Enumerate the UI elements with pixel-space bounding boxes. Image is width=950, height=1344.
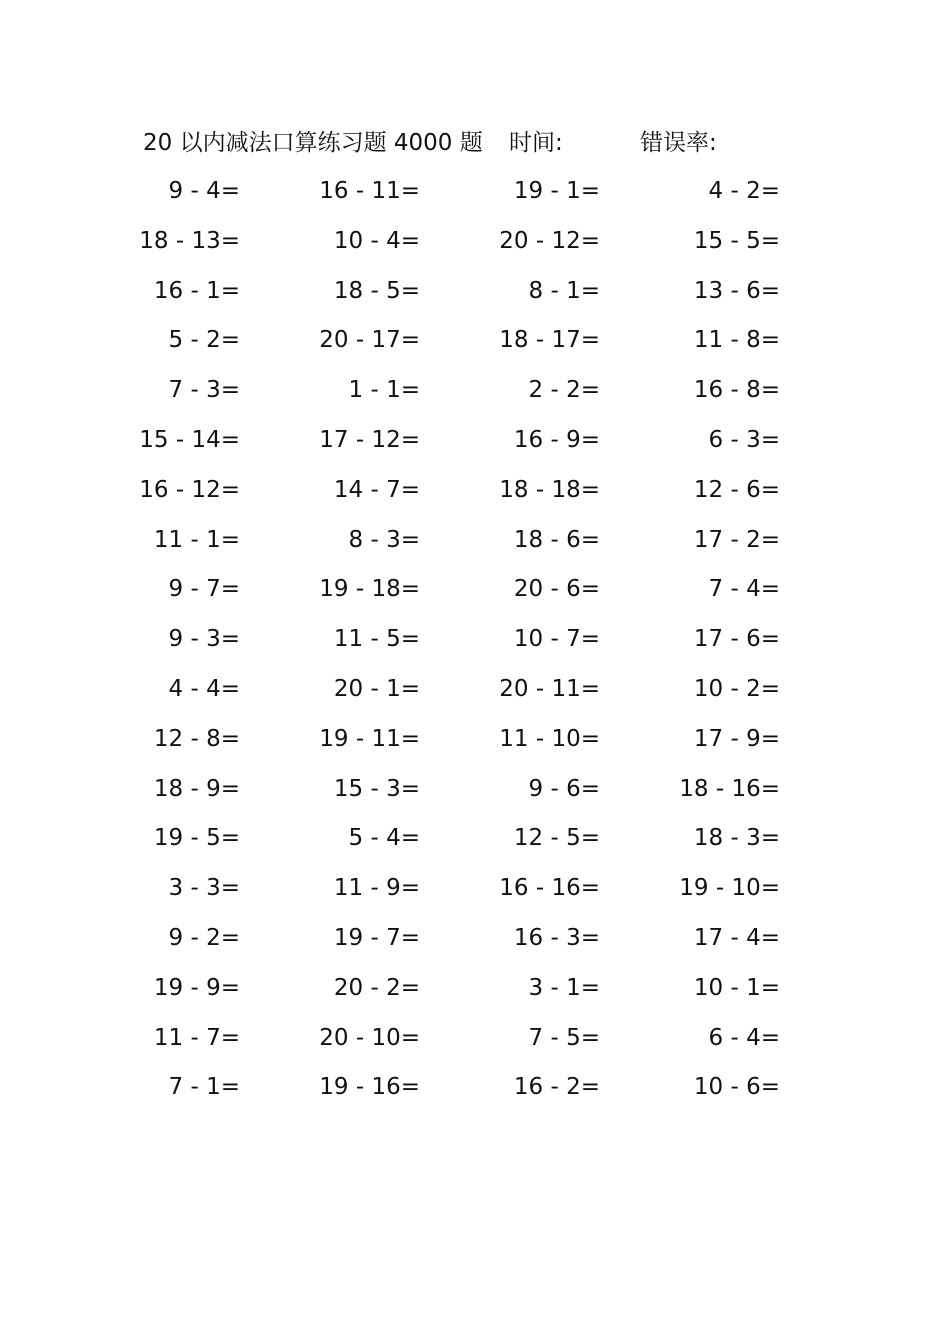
problem-row — [0, 1070, 950, 1120]
problem-row — [0, 473, 950, 523]
subtraction-problem: 9 - 4= — [168, 178, 240, 204]
subtraction-problem: 17 - 9= — [693, 725, 780, 752]
subtraction-problem: 8 - 3= — [348, 526, 420, 553]
worksheet-title: 20 以内减法口算练习题 4000 题 — [143, 130, 483, 156]
subtraction-problem: 15 - 3= — [333, 775, 420, 802]
subtraction-problem: 15 - 14= — [139, 426, 240, 453]
subtraction-problem: 4 - 4= — [168, 675, 240, 702]
subtraction-problem: 19 - 16= — [319, 1074, 420, 1101]
subtraction-problem: 1 - 1= — [348, 377, 420, 404]
subtraction-problem: 18 - 13= — [139, 227, 240, 254]
subtraction-problem: 7 - 1= — [168, 1074, 240, 1101]
problem-row — [0, 1021, 950, 1071]
subtraction-problem: 17 - 4= — [693, 924, 780, 951]
subtraction-problem: 20 - 17= — [319, 327, 420, 354]
subtraction-problem: 18 - 5= — [333, 277, 420, 304]
subtraction-problem: 10 - 6= — [693, 1074, 780, 1101]
subtraction-problem: 5 - 2= — [168, 327, 240, 354]
subtraction-problem: 7 - 5= — [528, 1024, 600, 1051]
subtraction-problem: 9 - 6= — [528, 775, 600, 802]
subtraction-problem: 17 - 2= — [693, 526, 780, 553]
subtraction-problem: 20 - 11= — [499, 675, 600, 702]
subtraction-problem: 18 - 9= — [153, 775, 240, 802]
subtraction-problem: 9 - 2= — [168, 924, 240, 951]
subtraction-problem: 19 - 5= — [153, 825, 240, 852]
subtraction-problem: 3 - 3= — [168, 875, 240, 902]
problem-grid — [0, 174, 950, 1120]
subtraction-problem: 16 - 1= — [153, 277, 240, 304]
subtraction-problem: 20 - 1= — [333, 675, 420, 702]
subtraction-problem: 20 - 2= — [333, 974, 420, 1001]
subtraction-problem: 17 - 12= — [319, 426, 420, 453]
subtraction-problem: 18 - 16= — [679, 775, 780, 802]
problem-row — [0, 572, 950, 622]
subtraction-problem: 13 - 6= — [693, 277, 780, 304]
worksheet-header — [143, 126, 843, 160]
subtraction-problem: 15 - 5= — [693, 227, 780, 254]
subtraction-problem: 16 - 2= — [513, 1074, 600, 1101]
problem-row — [0, 971, 950, 1021]
subtraction-problem: 6 - 4= — [708, 1024, 780, 1051]
subtraction-problem: 7 - 3= — [168, 377, 240, 404]
problem-row — [0, 423, 950, 473]
subtraction-problem: 19 - 10= — [679, 875, 780, 902]
subtraction-problem: 16 - 9= — [513, 426, 600, 453]
subtraction-problem: 10 - 2= — [693, 675, 780, 702]
problem-row — [0, 622, 950, 672]
subtraction-problem: 8 - 1= — [528, 277, 600, 304]
subtraction-problem: 11 - 10= — [499, 725, 600, 752]
problem-row — [0, 174, 950, 224]
subtraction-problem: 3 - 1= — [528, 974, 600, 1001]
subtraction-problem: 11 - 1= — [153, 526, 240, 553]
subtraction-problem: 10 - 1= — [693, 974, 780, 1001]
subtraction-problem: 12 - 6= — [693, 476, 780, 503]
subtraction-problem: 14 - 7= — [333, 476, 420, 503]
problem-row — [0, 373, 950, 423]
subtraction-problem: 12 - 5= — [513, 825, 600, 852]
problem-row — [0, 523, 950, 573]
problem-row — [0, 722, 950, 772]
problem-row — [0, 821, 950, 871]
subtraction-problem: 16 - 8= — [693, 377, 780, 404]
subtraction-problem: 20 - 12= — [499, 227, 600, 254]
subtraction-problem: 16 - 16= — [499, 875, 600, 902]
subtraction-problem: 18 - 6= — [513, 526, 600, 553]
subtraction-problem: 11 - 5= — [333, 626, 420, 653]
problem-row — [0, 871, 950, 921]
subtraction-problem: 16 - 11= — [319, 178, 420, 204]
subtraction-problem: 20 - 6= — [513, 576, 600, 603]
subtraction-problem: 20 - 10= — [319, 1024, 420, 1051]
subtraction-problem: 9 - 7= — [168, 576, 240, 603]
problem-row — [0, 224, 950, 274]
subtraction-problem: 11 - 9= — [333, 875, 420, 902]
time-label: 时间: — [509, 130, 563, 156]
problem-row — [0, 921, 950, 971]
problem-row — [0, 274, 950, 324]
subtraction-problem: 19 - 1= — [513, 178, 600, 204]
subtraction-problem: 9 - 3= — [168, 626, 240, 653]
subtraction-problem: 18 - 18= — [499, 476, 600, 503]
subtraction-problem: 18 - 17= — [499, 327, 600, 354]
subtraction-problem: 18 - 3= — [693, 825, 780, 852]
subtraction-problem: 5 - 4= — [348, 825, 420, 852]
subtraction-problem: 4 - 2= — [708, 178, 780, 204]
problem-row — [0, 672, 950, 722]
error-rate-label: 错误率: — [640, 130, 717, 156]
subtraction-problem: 10 - 4= — [333, 227, 420, 254]
subtraction-problem: 7 - 4= — [708, 576, 780, 603]
subtraction-problem: 11 - 7= — [153, 1024, 240, 1051]
subtraction-problem: 19 - 9= — [153, 974, 240, 1001]
problem-row — [0, 323, 950, 373]
subtraction-problem: 19 - 7= — [333, 924, 420, 951]
subtraction-problem: 19 - 11= — [319, 725, 420, 752]
subtraction-problem: 12 - 8= — [153, 725, 240, 752]
subtraction-problem: 2 - 2= — [528, 377, 600, 404]
subtraction-problem: 17 - 6= — [693, 626, 780, 653]
subtraction-problem: 16 - 12= — [139, 476, 240, 503]
subtraction-problem: 6 - 3= — [708, 426, 780, 453]
subtraction-problem: 16 - 3= — [513, 924, 600, 951]
problem-row — [0, 772, 950, 822]
subtraction-problem: 10 - 7= — [513, 626, 600, 653]
subtraction-problem: 19 - 18= — [319, 576, 420, 603]
subtraction-problem: 11 - 8= — [693, 327, 780, 354]
